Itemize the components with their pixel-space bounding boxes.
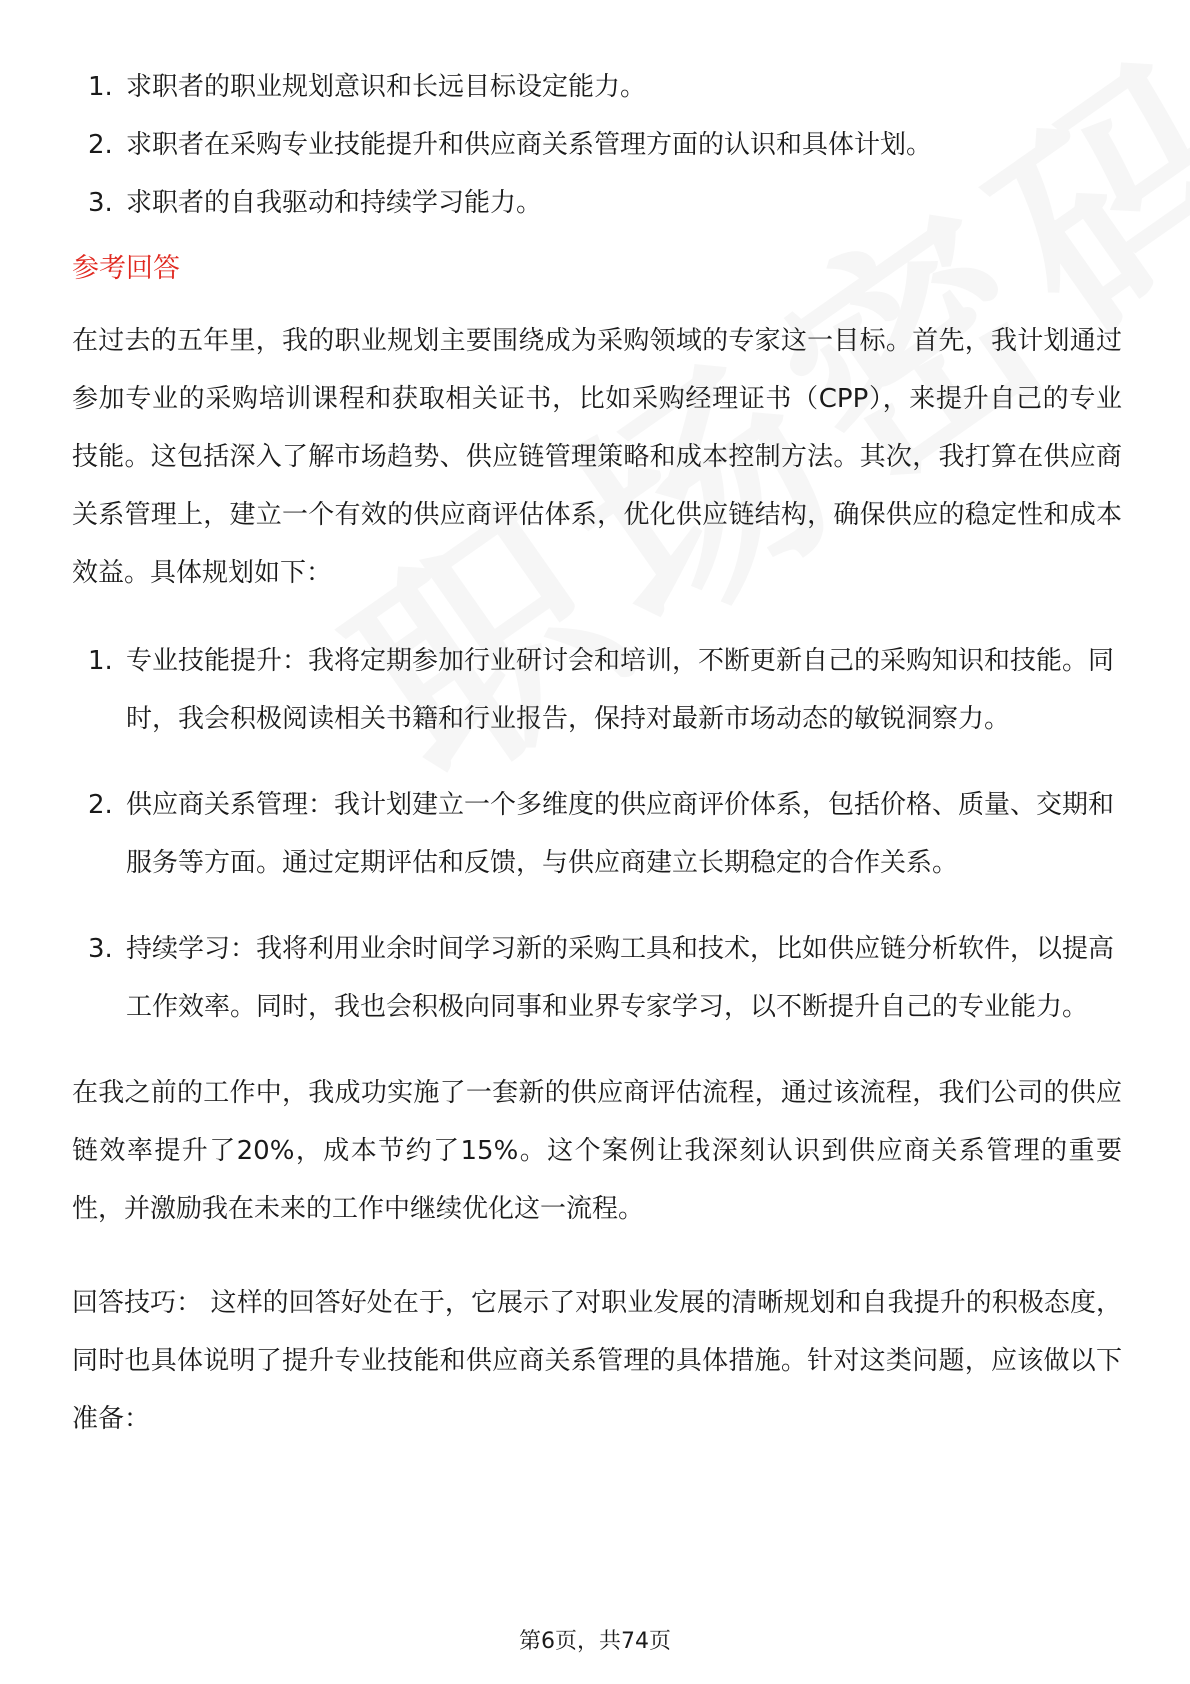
list-text: 求职者的职业规划意识和长远目标设定能力。	[126, 72, 647, 102]
list-number: 2.	[88, 790, 113, 820]
list-item	[72, 776, 1122, 892]
list-item	[72, 920, 1122, 1036]
list-text: 持续学习：我将利用业余时间学习新的采购工具和技术，比如供应链分析软件，以提高工作效率。同时，我也会积极向同事和业界专家学习，以不断提升自己的专业能力。	[126, 934, 1115, 1022]
list-number: 3.	[88, 934, 113, 964]
reference-answer-heading: 参考回答	[72, 253, 180, 284]
list-number: 1.	[88, 72, 113, 102]
case-paragraph: 在我之前的工作中，我成功实施了一套新的供应商评估流程，通过该流程，我们公司的供应链效率提升了20%，成本节约了15%。这个案例让我深刻认识到供应商关系管理的重要性，并激励我在未来的工作中继续优化这一流程。	[72, 1078, 1122, 1224]
list-text: 求职者的自我驱动和持续学习能力。	[126, 188, 543, 218]
list-text: 专业技能提升：我将定期参加行业研讨会和培训，不断更新自己的采购知识和技能。同时，我会积极阅读相关书籍和行业报告，保持对最新市场动态的敏锐洞察力。	[126, 646, 1115, 734]
list-item	[72, 632, 1122, 748]
list-number: 3.	[88, 188, 113, 218]
list-number: 1.	[88, 646, 113, 676]
tips-paragraph: 回答技巧： 这样的回答好处在于，它展示了对职业发展的清晰规划和自我提升的积极态度，同时也具体说明了提升专业技能和供应商关系管理的具体措施。针对这类问题，应该做以下准备：	[72, 1288, 1122, 1434]
answer-paragraph: 在过去的五年里，我的职业规划主要围绕成为采购领域的专家这一目标。首先，我计划通过参加专业的采购培训课程和获取相关证书，比如采购经理证书（CPP），来提升自己的专业技能。这包括深入了解市场趋势、供应链管理策略和成本控制方法。其次，我打算在供应商关系管理上，建立一个有效的供应商评估体系，优化供应链结构，确保供应的稳定性和成本效益。具体规划如下：	[72, 326, 1122, 588]
intro-list	[72, 58, 1122, 232]
list-item	[72, 174, 1122, 232]
plan-list	[72, 632, 1122, 1036]
list-text: 供应商关系管理：我计划建立一个多维度的供应商评价体系，包括价格、质量、交期和服务等方面。通过定期评估和反馈，与供应商建立长期稳定的合作关系。	[126, 790, 1115, 878]
list-item	[72, 58, 1122, 116]
list-text: 求职者在采购专业技能提升和供应商关系管理方面的认识和具体计划。	[126, 130, 933, 160]
document-page	[72, 58, 1122, 1448]
list-number: 2.	[88, 130, 113, 160]
list-item	[72, 116, 1122, 174]
page-footer: 第6页，共74页	[519, 1629, 671, 1654]
